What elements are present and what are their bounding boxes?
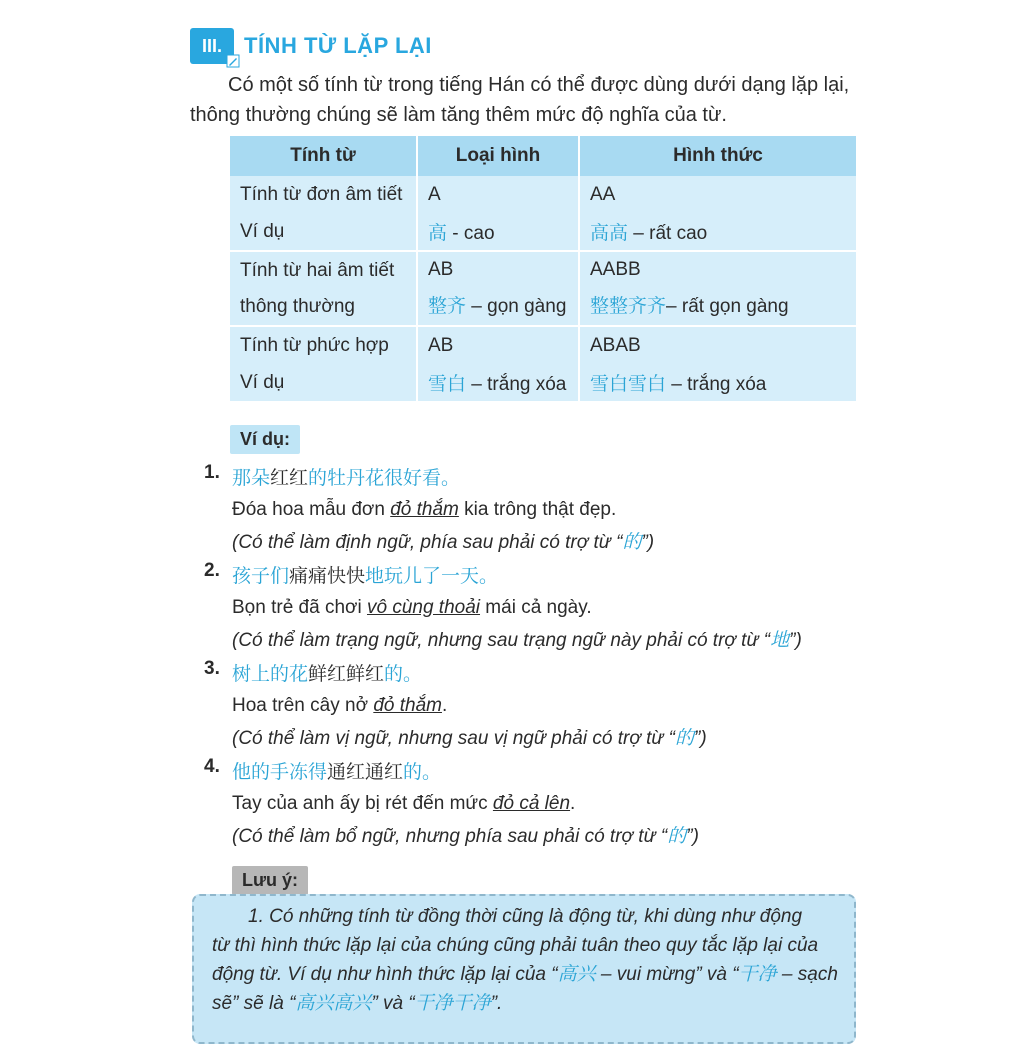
table-cell bbox=[417, 251, 579, 326]
note-text: ”) bbox=[694, 728, 707, 749]
translation-underlined: đỏ thắm bbox=[373, 695, 442, 716]
chinese-highlight: 鲜红鲜红 bbox=[308, 663, 385, 685]
note-line-2: từ thì hình thức lặp lại của chúng cũng phải tuân theo quy tắc lặp lại của bbox=[212, 935, 819, 956]
chinese-text: 高 bbox=[428, 222, 448, 244]
chinese-text: 那朵 bbox=[232, 467, 271, 489]
chinese-text: 的。 bbox=[384, 663, 423, 685]
chinese-text: 雪白雪白 bbox=[590, 373, 667, 395]
note-text: ”) bbox=[641, 532, 655, 553]
table-cell bbox=[579, 364, 856, 401]
note-text: – sạch bbox=[776, 964, 838, 985]
example-chinese bbox=[232, 658, 860, 690]
chinese-text: 的。 bbox=[403, 761, 442, 783]
example-item bbox=[200, 756, 860, 854]
translation-text: . bbox=[570, 793, 576, 814]
table-row bbox=[230, 326, 856, 364]
chinese-text: 孩子们 bbox=[232, 565, 290, 587]
chinese-text: 高兴 bbox=[557, 963, 596, 985]
example-item bbox=[200, 658, 860, 756]
adjective-table bbox=[230, 136, 856, 401]
example-number: 4. bbox=[204, 756, 220, 777]
intro-paragraph bbox=[190, 70, 870, 130]
note-text: ” và “ bbox=[371, 993, 415, 1014]
table-cell: A bbox=[417, 176, 579, 213]
meaning-text: – rất cao bbox=[628, 223, 708, 244]
cell-line: Tính từ hai âm tiết bbox=[240, 259, 395, 281]
chinese-text: 雪白 bbox=[428, 373, 467, 395]
note-text: động từ. Ví dụ như hình thức lặp lại của “ bbox=[212, 964, 558, 985]
note-text: (Có thể làm trạng ngữ, nhưng sau trạng ngữ này phải có trợ từ “ bbox=[232, 630, 771, 651]
table-cell bbox=[417, 213, 579, 251]
chinese-text: 高兴高兴 bbox=[295, 992, 372, 1014]
example-number: 2. bbox=[204, 560, 220, 581]
table-cell: AA bbox=[579, 176, 856, 213]
intro-line-2: thông thường chúng sẽ làm tăng thêm mức độ nghĩa của từ. bbox=[190, 104, 727, 126]
meaning-text: - cao bbox=[447, 223, 495, 244]
table-cell: AB bbox=[417, 326, 579, 364]
note-text: sẽ” sẽ là “ bbox=[212, 993, 296, 1014]
note-text: (Có thể làm bổ ngữ, nhưng phía sau phải có trợ từ “ bbox=[232, 826, 668, 847]
chinese-text: 地 bbox=[770, 629, 790, 651]
table-row bbox=[230, 251, 856, 326]
chinese-text: 干净干净 bbox=[414, 992, 491, 1014]
table-cell bbox=[579, 251, 856, 326]
table-cell: ABAB bbox=[579, 326, 856, 364]
meaning-text: – rất gọn gàng bbox=[666, 296, 789, 317]
meaning-text: – trắng xóa bbox=[466, 374, 567, 395]
chinese-text: 高高 bbox=[590, 222, 629, 244]
note-text: ”) bbox=[686, 826, 699, 847]
example-translation bbox=[232, 788, 860, 820]
cell-line bbox=[590, 288, 846, 325]
translation-underlined: đỏ cả lên bbox=[492, 793, 571, 814]
translation-text: Tay của anh ấy bị rét đến mức bbox=[232, 793, 493, 814]
note-box bbox=[192, 894, 856, 1044]
example-note bbox=[232, 820, 860, 852]
header-type: Loại hình bbox=[417, 136, 579, 176]
cell-line: AABB bbox=[590, 259, 641, 280]
chinese-text: 干净 bbox=[738, 963, 777, 985]
example-note bbox=[232, 624, 860, 656]
note-text: (Có thể làm định ngữ, phía sau phải có trợ từ “ bbox=[232, 532, 623, 553]
chinese-text: 他的手冻得 bbox=[232, 761, 328, 783]
translation-underlined: đỏ thắm bbox=[390, 499, 459, 520]
chinese-highlight: 痛痛快快 bbox=[289, 565, 366, 587]
example-item bbox=[200, 462, 860, 560]
table-cell bbox=[579, 213, 856, 251]
chinese-text: 树上的花 bbox=[232, 663, 309, 685]
chinese-text: 的 bbox=[622, 531, 642, 553]
example-label: Ví dụ: bbox=[230, 425, 300, 454]
section-heading bbox=[190, 26, 432, 66]
example-list bbox=[200, 462, 860, 854]
cell-line: thông thường bbox=[240, 295, 355, 317]
cell-line bbox=[428, 288, 568, 325]
example-number: 3. bbox=[204, 658, 220, 679]
table-cell: Tính từ đơn âm tiết bbox=[230, 176, 417, 213]
example-chinese bbox=[232, 756, 860, 788]
meaning-text: – gọn gàng bbox=[466, 296, 567, 317]
example-note bbox=[232, 722, 860, 754]
example-translation bbox=[232, 592, 860, 624]
chinese-text: 的牡丹花很好看。 bbox=[308, 467, 461, 489]
note-text: ”. bbox=[490, 993, 503, 1014]
table-cell bbox=[417, 364, 579, 401]
cell-line: AB bbox=[428, 259, 454, 280]
note-label: Lưu ý: bbox=[232, 866, 308, 895]
example-chinese bbox=[232, 560, 860, 592]
table-header-row bbox=[230, 136, 856, 176]
note-text: – vui mừng” và “ bbox=[595, 964, 739, 985]
translation-text: mái cả ngày. bbox=[480, 597, 592, 618]
section-number: III. bbox=[201, 35, 222, 56]
table-row bbox=[230, 213, 856, 251]
meaning-text: – trắng xóa bbox=[666, 374, 767, 395]
header-adjective: Tính từ bbox=[230, 136, 417, 176]
translation-text: Đóa hoa mẫu đơn bbox=[232, 499, 391, 520]
translation-text: kia trông thật đẹp. bbox=[458, 499, 617, 520]
chinese-text: 整整齐齐 bbox=[590, 295, 667, 317]
chinese-text: 地玩儿了一天。 bbox=[365, 565, 499, 587]
translation-text: Bọn trẻ đã chơi bbox=[232, 597, 367, 618]
note-line-3 bbox=[212, 960, 840, 989]
translation-text: . bbox=[441, 695, 448, 716]
intro-line-1: Có một số tính từ trong tiếng Hán có thể được dùng dưới dạng lặp lại, bbox=[228, 74, 850, 96]
example-translation bbox=[232, 494, 860, 526]
note-text: ”) bbox=[789, 630, 802, 651]
table-cell: Ví dụ bbox=[230, 213, 417, 251]
header-form: Hình thức bbox=[579, 136, 856, 176]
chinese-highlight: 红红 bbox=[270, 467, 309, 489]
chinese-text: 的 bbox=[675, 727, 695, 749]
table-cell: Tính từ phức hợp bbox=[230, 326, 417, 364]
example-note bbox=[232, 526, 860, 558]
translation-text: Hoa trên cây nở bbox=[232, 695, 374, 716]
table-cell bbox=[230, 251, 417, 326]
note-line-4 bbox=[212, 989, 840, 1018]
translation-underlined: vô cùng thoải bbox=[366, 597, 481, 618]
example-number: 1. bbox=[204, 462, 220, 483]
example-item bbox=[200, 560, 860, 658]
section-badge bbox=[190, 28, 234, 64]
table-row bbox=[230, 364, 856, 401]
table-cell: Ví dụ bbox=[230, 364, 417, 401]
section-title: TÍNH TỪ LẶP LẠI bbox=[244, 33, 432, 58]
chinese-highlight: 通红通红 bbox=[327, 761, 404, 783]
note-text: (Có thể làm vị ngữ, nhưng sau vị ngữ phải có trợ từ “ bbox=[232, 728, 676, 749]
pencil-icon bbox=[226, 54, 240, 68]
note-line-1: 1. Có những tính từ đồng thời cũng là động từ, khi dùng như động bbox=[248, 906, 803, 927]
example-chinese bbox=[232, 462, 860, 494]
table-row bbox=[230, 176, 856, 213]
example-translation bbox=[232, 690, 860, 722]
chinese-text: 整齐 bbox=[428, 295, 467, 317]
chinese-text: 的 bbox=[667, 825, 687, 847]
